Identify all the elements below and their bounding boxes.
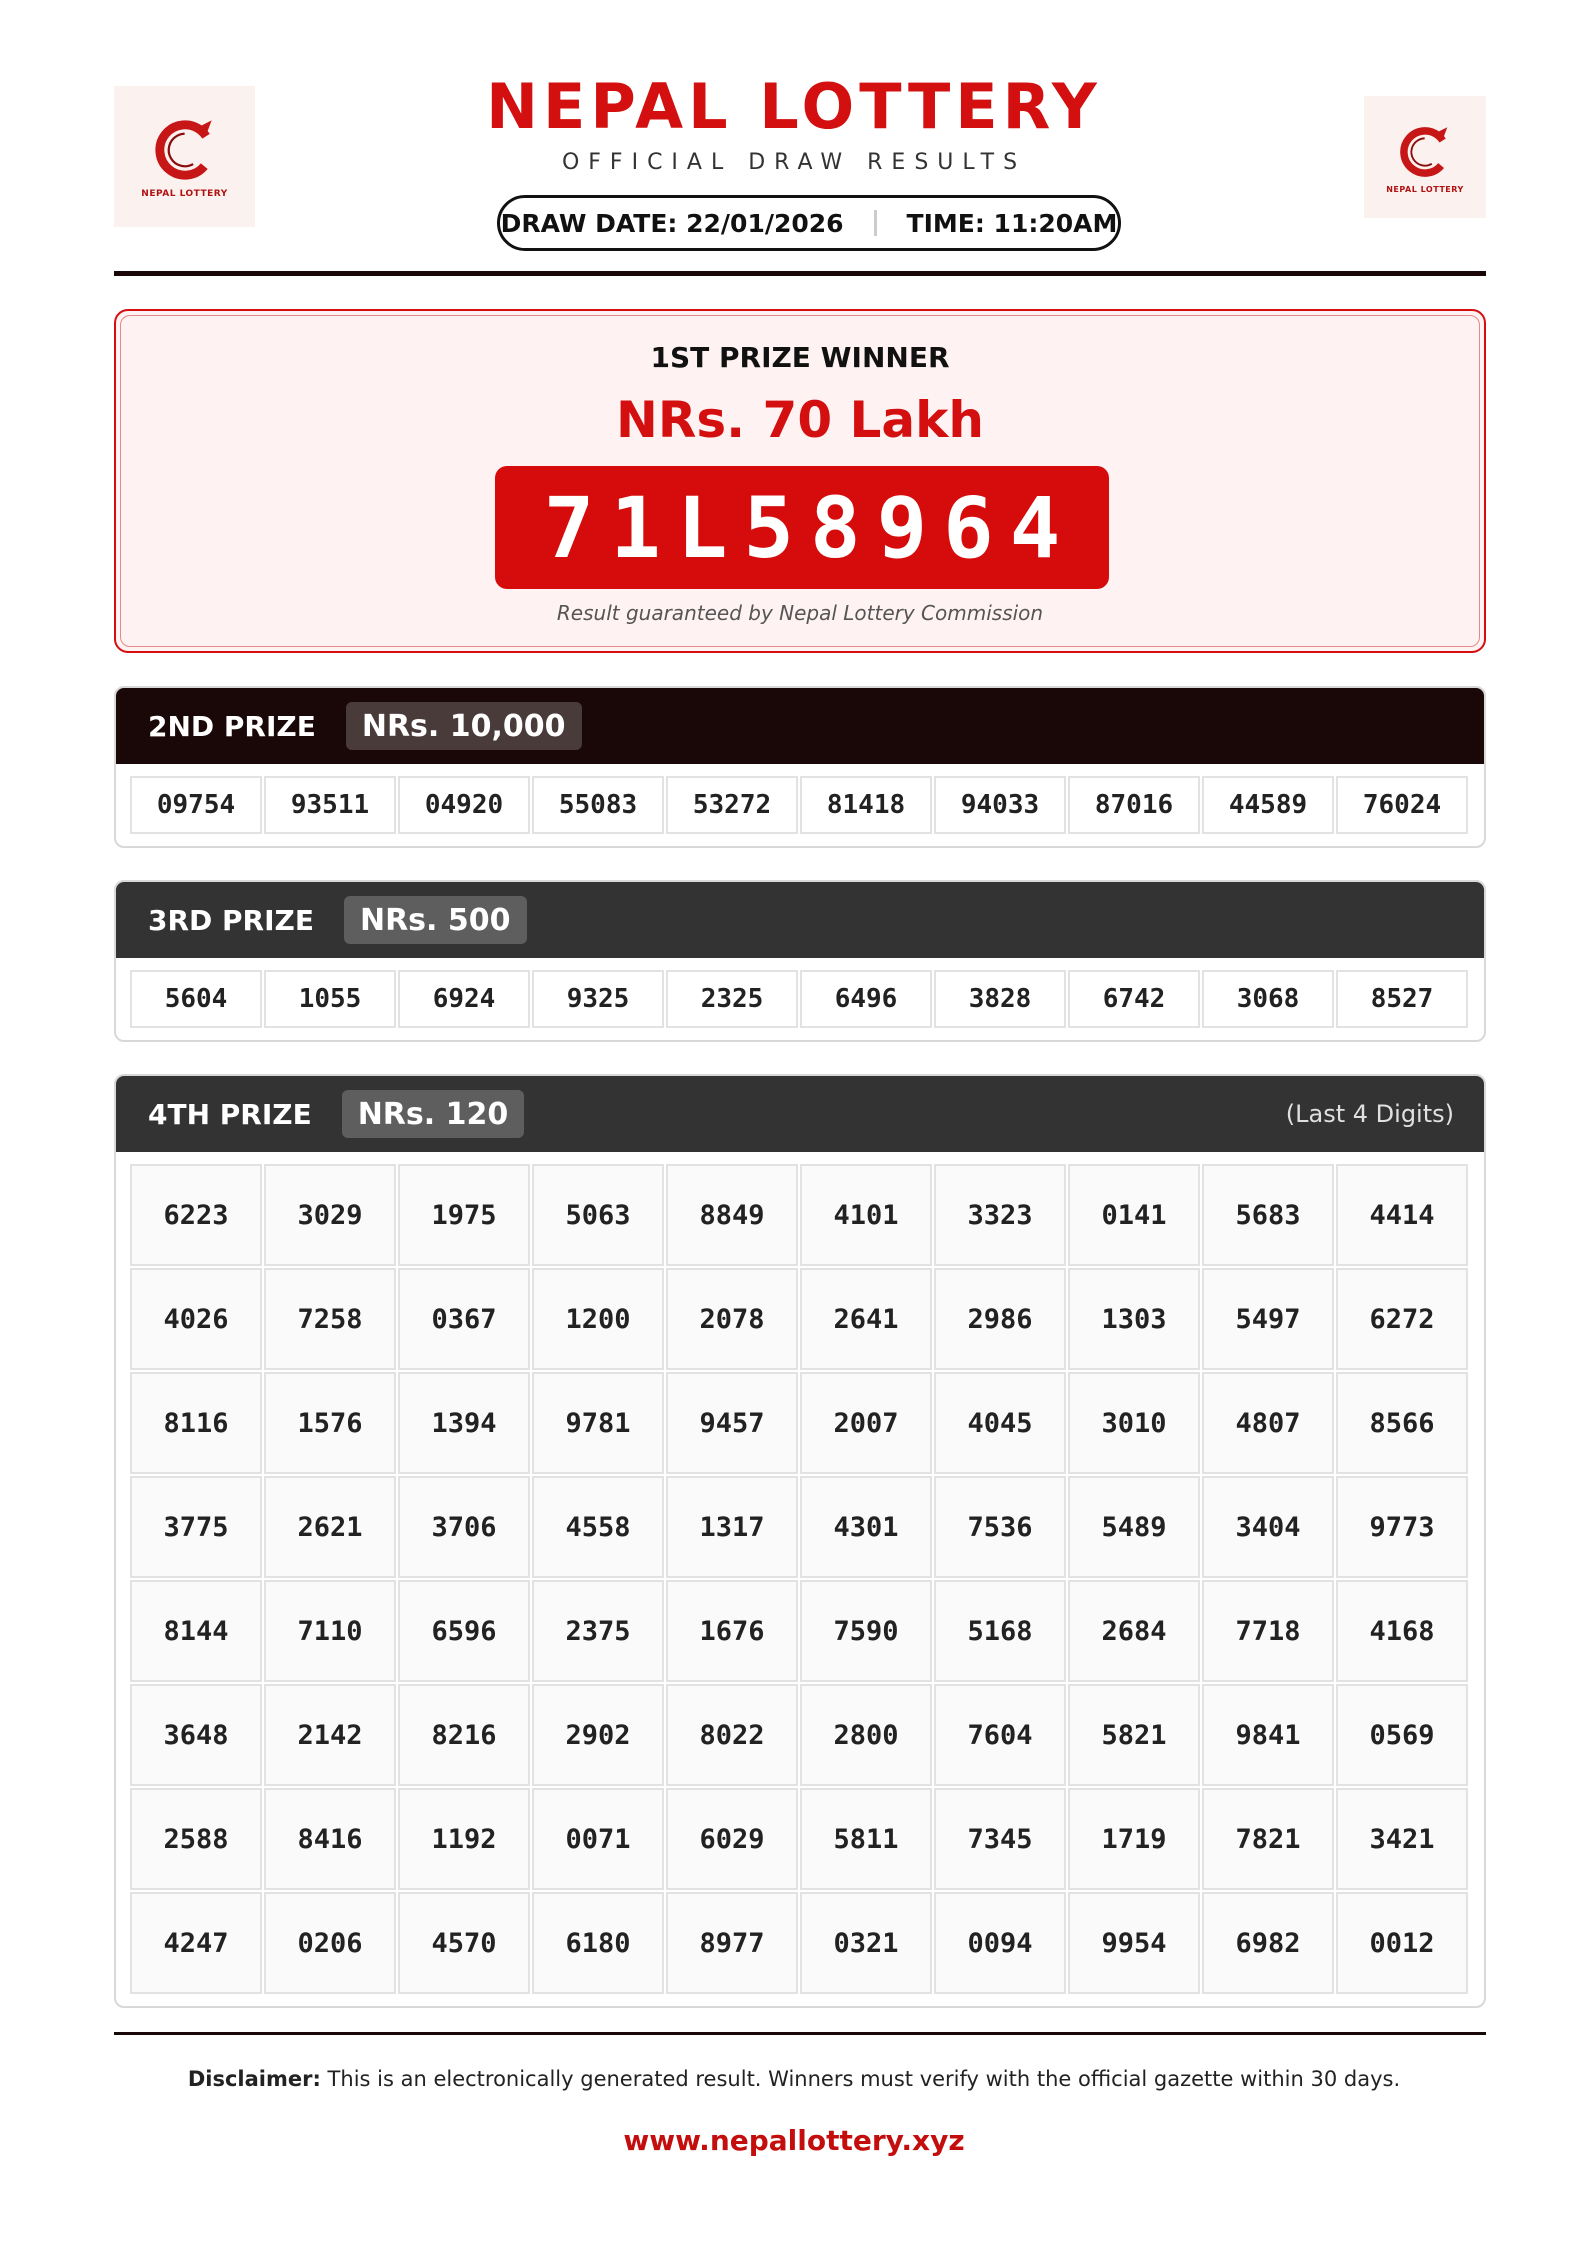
prize-number-cell: 44589: [1202, 776, 1334, 834]
prize-number-cell: 0094: [934, 1892, 1066, 1994]
prize-number-cell: 1303: [1068, 1268, 1200, 1370]
prize-number-cell: 7604: [934, 1684, 1066, 1786]
prize-number-cell: 5489: [1068, 1476, 1200, 1578]
prize-number-cell: 6742: [1068, 970, 1200, 1028]
prize-number-cell: 6982: [1202, 1892, 1334, 1994]
prize-number-cell: 1055: [264, 970, 396, 1028]
third-prize-section: [114, 880, 1486, 1042]
third-prize-header: [116, 882, 1484, 958]
prize-number-cell: 0569: [1336, 1684, 1468, 1786]
prize-number-cell: 9457: [666, 1372, 798, 1474]
prize-number-cell: 8527: [1336, 970, 1468, 1028]
prize-number-cell: 7345: [934, 1788, 1066, 1890]
prize-number-cell: 1975: [398, 1164, 530, 1266]
prize-number-cell: 5683: [1202, 1164, 1334, 1266]
prize-number-cell: 8566: [1336, 1372, 1468, 1474]
header-divider: [114, 271, 1486, 276]
second-prize-label: 2ND PRIZE: [148, 709, 316, 743]
prize-number-cell: 3010: [1068, 1372, 1200, 1474]
second-prize-header: [116, 688, 1484, 764]
third-prize-amount: NRs. 500: [344, 896, 527, 944]
prize-number-cell: 2325: [666, 970, 798, 1028]
prize-number-cell: 2800: [800, 1684, 932, 1786]
prize-number-cell: 3706: [398, 1476, 530, 1578]
prize-number-cell: 1576: [264, 1372, 396, 1474]
draw-info-pill: [497, 195, 1121, 251]
prize-number-cell: 87016: [1068, 776, 1200, 834]
prize-number-cell: 7110: [264, 1580, 396, 1682]
prize-number-cell: 4101: [800, 1164, 932, 1266]
prize-number-cell: 1317: [666, 1476, 798, 1578]
prize-number-cell: 6924: [398, 970, 530, 1028]
page-subtitle: OFFICIAL DRAW RESULTS: [561, 150, 1027, 175]
prize-number-cell: 81418: [800, 776, 932, 834]
fourth-prize-note: (Last 4 Digits): [1285, 1100, 1454, 1128]
prize-number-cell: 2375: [532, 1580, 664, 1682]
prize-number-cell: 8022: [666, 1684, 798, 1786]
prize-number-cell: 3404: [1202, 1476, 1334, 1578]
prize-number-cell: 6180: [532, 1892, 664, 1994]
prize-number-cell: 6596: [398, 1580, 530, 1682]
fourth-prize-header: [116, 1076, 1484, 1152]
prize-number-cell: 8144: [130, 1580, 262, 1682]
prize-number-cell: 7821: [1202, 1788, 1334, 1890]
prize-number-cell: 8416: [264, 1788, 396, 1890]
prize-number-cell: 4168: [1336, 1580, 1468, 1682]
disclaimer: [0, 2067, 1588, 2091]
footer-divider: [114, 2032, 1486, 2035]
prize-number-cell: 3421: [1336, 1788, 1468, 1890]
prize-number-cell: 8116: [130, 1372, 262, 1474]
second-prize-section: [114, 686, 1486, 848]
disclaimer-text: This is an electronically generated result. Winners must verify with the official gazette within 30 days.: [320, 2067, 1401, 2091]
prize-number-cell: 3068: [1202, 970, 1334, 1028]
first-prize-note: Result guaranteed by Nepal Lottery Commission: [556, 601, 1044, 625]
draw-time: TIME: 11:20AM: [906, 208, 1118, 238]
prize-number-cell: 1394: [398, 1372, 530, 1474]
prize-number-cell: 04920: [398, 776, 530, 834]
prize-number-cell: 3323: [934, 1164, 1066, 1266]
prize-number-cell: 2621: [264, 1476, 396, 1578]
prize-number-cell: 7258: [264, 1268, 396, 1370]
prize-number-cell: 94033: [934, 776, 1066, 834]
prize-number-cell: 2986: [934, 1268, 1066, 1370]
prize-number-cell: 8216: [398, 1684, 530, 1786]
prize-number-cell: 0367: [398, 1268, 530, 1370]
prize-number-cell: 7590: [800, 1580, 932, 1682]
divider: [874, 210, 877, 236]
prize-number-cell: 2684: [1068, 1580, 1200, 1682]
prize-number-cell: 4247: [130, 1892, 262, 1994]
prize-number-cell: 1719: [1068, 1788, 1200, 1890]
logo-text: NEPAL LOTTERY: [141, 189, 228, 199]
fourth-prize-amount: NRs. 120: [342, 1090, 525, 1138]
prize-number-cell: 5811: [800, 1788, 932, 1890]
prize-number-cell: 2078: [666, 1268, 798, 1370]
prize-number-cell: 8977: [666, 1892, 798, 1994]
prize-number-cell: 0012: [1336, 1892, 1468, 1994]
prize-number-cell: 1192: [398, 1788, 530, 1890]
prize-number-cell: 9841: [1202, 1684, 1334, 1786]
fourth-prize-grid: [116, 1152, 1484, 2006]
prize-number-cell: 2007: [800, 1372, 932, 1474]
prize-number-cell: 6496: [800, 970, 932, 1028]
first-prize-label: 1ST PRIZE WINNER: [650, 341, 950, 374]
disclaimer-label: Disclaimer:: [187, 2067, 321, 2091]
prize-number-cell: 5821: [1068, 1684, 1200, 1786]
prize-number-cell: 4026: [130, 1268, 262, 1370]
prize-number-cell: 2588: [130, 1788, 262, 1890]
first-prize-card: [114, 309, 1486, 653]
prize-number-cell: 4045: [934, 1372, 1066, 1474]
draw-date: DRAW DATE: 22/01/2026: [500, 208, 844, 238]
prize-number-cell: 3648: [130, 1684, 262, 1786]
prize-number-cell: 0206: [264, 1892, 396, 1994]
prize-number-cell: 5168: [934, 1580, 1066, 1682]
third-prize-label: 3RD PRIZE: [148, 903, 314, 937]
prize-number-cell: 5063: [532, 1164, 664, 1266]
prize-number-cell: 0141: [1068, 1164, 1200, 1266]
prize-number-cell: 3775: [130, 1476, 262, 1578]
prize-number-cell: 6272: [1336, 1268, 1468, 1370]
second-prize-grid: [116, 764, 1484, 846]
fourth-prize-label: 4TH PRIZE: [148, 1097, 312, 1131]
fourth-prize-section: [114, 1074, 1486, 2008]
first-prize-number: 71L58964: [495, 466, 1109, 589]
prize-number-cell: 4807: [1202, 1372, 1334, 1474]
prize-number-cell: 93511: [264, 776, 396, 834]
prize-number-cell: 4301: [800, 1476, 932, 1578]
prize-number-cell: 3029: [264, 1164, 396, 1266]
prize-number-cell: 5604: [130, 970, 262, 1028]
logo-text: NEPAL LOTTERY: [1386, 184, 1464, 194]
prize-number-cell: 55083: [532, 776, 664, 834]
prize-number-cell: 4414: [1336, 1164, 1468, 1266]
prize-number-cell: 76024: [1336, 776, 1468, 834]
page-title: NEPAL LOTTERY: [486, 70, 1102, 143]
prize-number-cell: 53272: [666, 776, 798, 834]
prize-number-cell: 4570: [398, 1892, 530, 1994]
prize-number-cell: 6029: [666, 1788, 798, 1890]
third-prize-grid: [116, 958, 1484, 1040]
prize-number-cell: 8849: [666, 1164, 798, 1266]
prize-number-cell: 2142: [264, 1684, 396, 1786]
prize-number-cell: 9325: [532, 970, 664, 1028]
prize-number-cell: 9781: [532, 1372, 664, 1474]
prize-number-cell: 2902: [532, 1684, 664, 1786]
prize-number-cell: 4558: [532, 1476, 664, 1578]
first-prize-amount: NRs. 70 Lakh: [616, 391, 984, 449]
prize-number-cell: 9954: [1068, 1892, 1200, 1994]
second-prize-amount: NRs. 10,000: [346, 702, 582, 750]
prize-number-cell: 09754: [130, 776, 262, 834]
prize-number-cell: 1676: [666, 1580, 798, 1682]
prize-number-cell: 5497: [1202, 1268, 1334, 1370]
prize-number-cell: 0071: [532, 1788, 664, 1890]
prize-number-cell: 7718: [1202, 1580, 1334, 1682]
prize-number-cell: 3828: [934, 970, 1066, 1028]
prize-number-cell: 6223: [130, 1164, 262, 1266]
website-link[interactable]: www.nepallottery.xyz: [623, 2124, 965, 2157]
prize-number-cell: 2641: [800, 1268, 932, 1370]
prize-number-cell: 9773: [1336, 1476, 1468, 1578]
prize-number-cell: 0321: [800, 1892, 932, 1994]
prize-number-cell: 7536: [934, 1476, 1066, 1578]
prize-number-cell: 1200: [532, 1268, 664, 1370]
